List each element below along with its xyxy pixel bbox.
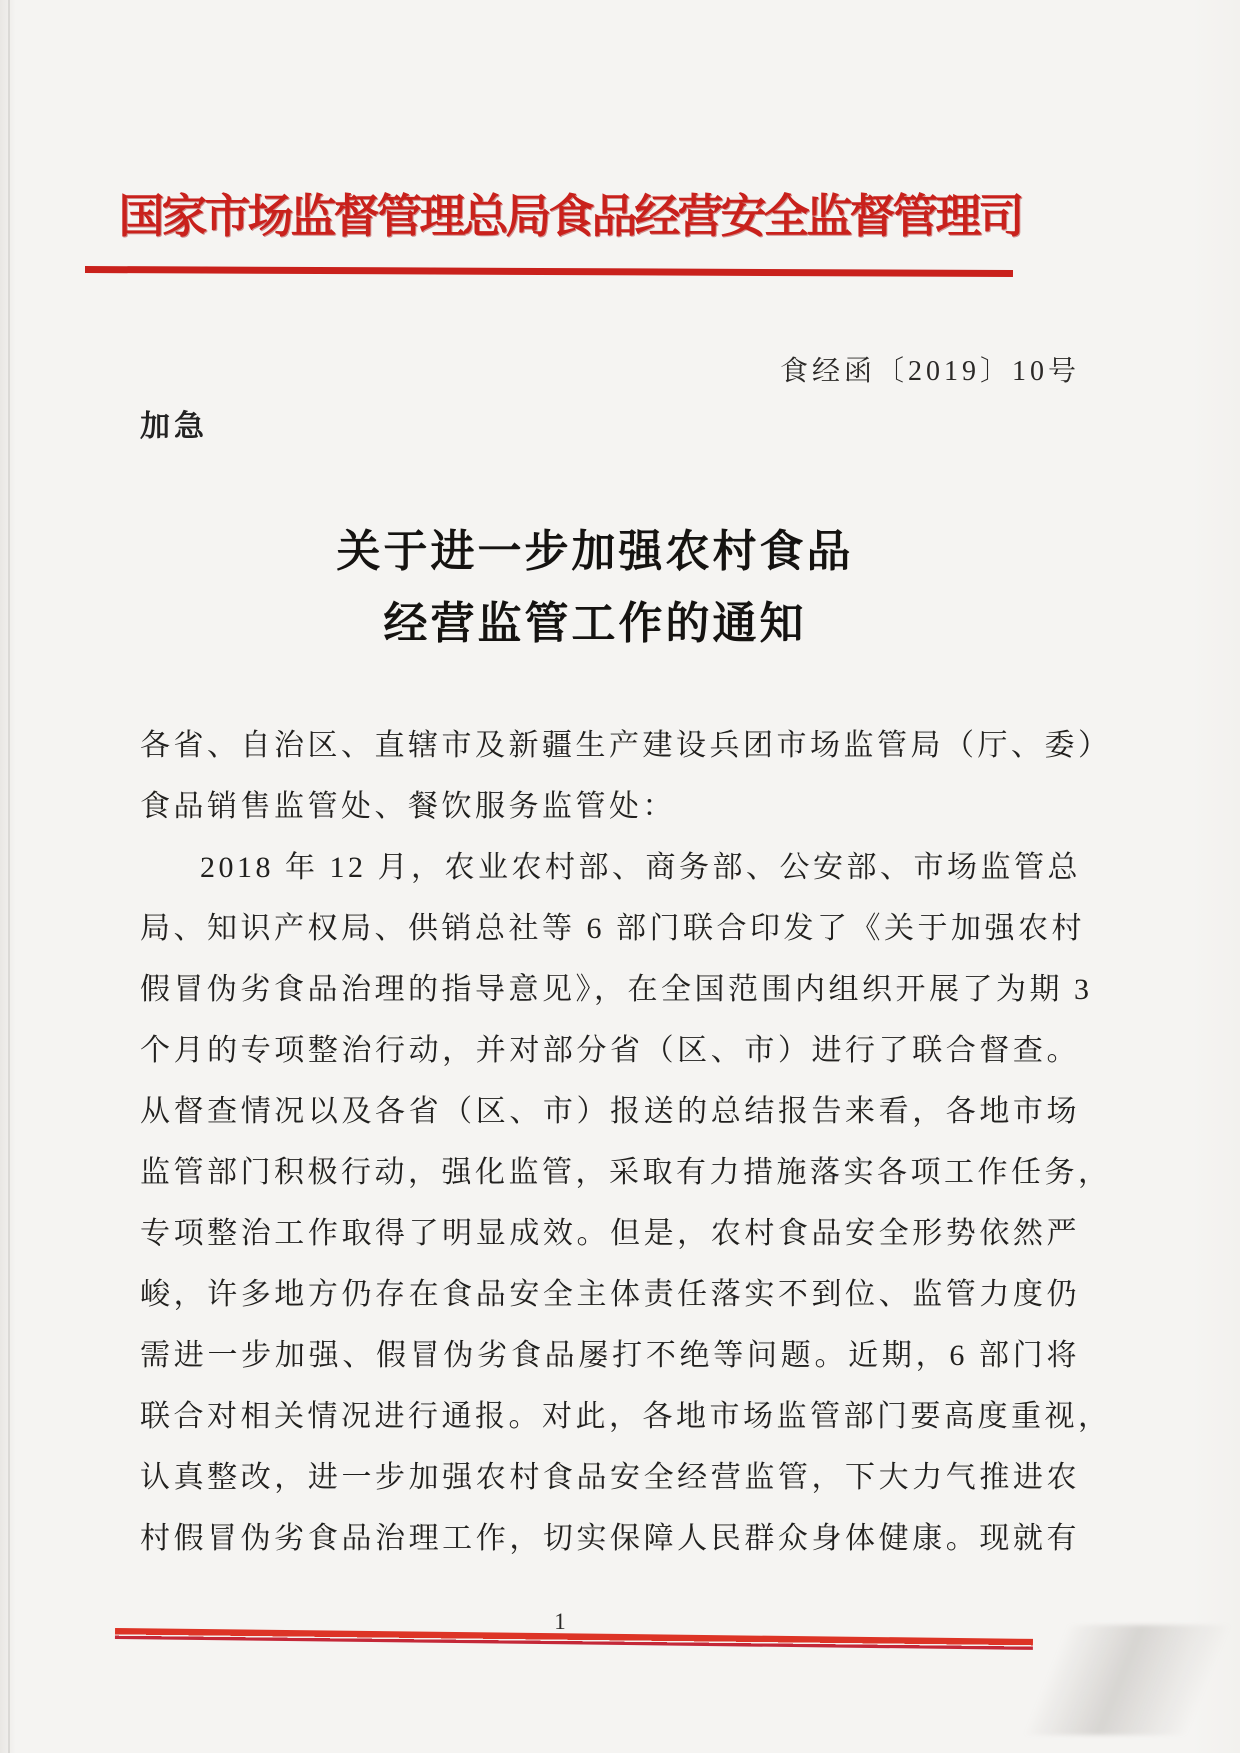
document-reference-number: 食经函〔2019〕10号 [779,356,1080,387]
urgency-label: 加急 [140,410,208,443]
header-red-rule [85,266,1013,277]
scan-shadow-artifact [910,1625,1240,1735]
body-line: 监管部门积极行动，强化监管，采取有力措施落实各项工作任务， [140,1156,1112,1189]
document-title [140,516,1050,660]
body-line: 联合对相关情况进行通报。对此，各地市场监管部门要高度重视， [140,1400,1112,1433]
body-line: 需进一步加强、假冒伪劣食品屡打不绝等问题。近期，6 部门将 [140,1339,1080,1372]
body-line: 村假冒伪劣食品治理工作，切实保障人民群众身体健康。现就有 [140,1522,1080,1555]
body-line: 峻，许多地方仍存在食品安全主体责任落实不到位、监管力度仍 [140,1278,1080,1311]
issuing-department-header: 国家市场监督管理总局食品经营安全监督管理司 [118,191,1022,242]
body-line: 专项整治工作取得了明显成效。但是，农村食品安全形势依然严 [140,1217,1080,1250]
body-line: 假冒伪劣食品治理的指导意见》，在全国范围内组织开展了为期 3 [140,973,1093,1006]
page-number: 1 [554,1609,566,1634]
body-line: 个月的专项整治行动，并对部分省（区、市）进行了联合督查。 [140,1034,1080,1067]
document-body [140,715,1112,1569]
scan-edge-artifact [8,0,10,1753]
body-line: 认真整改，进一步加强农村食品安全经营监管，下大力气推进农 [140,1461,1080,1494]
document-title-line-1: 关于进一步加强农村食品 [336,527,854,576]
body-line: 局、知识产权局、供销总社等 6 部门联合印发了《关于加强农村 [140,912,1085,945]
salutation-line: 食品销售监管处、餐饮服务监管处： [140,790,676,823]
document-title-line-2: 经营监管工作的通知 [383,599,807,648]
body-line: 2018 年 12 月，农业农村部、商务部、公安部、市场监管总 [200,851,1081,884]
salutation-line: 各省、自治区、直辖市及新疆生产建设兵团市场监管局（厅、委） [140,729,1112,762]
body-line: 从督查情况以及各省（区、市）报送的总结报告来看，各地市场 [140,1095,1080,1128]
